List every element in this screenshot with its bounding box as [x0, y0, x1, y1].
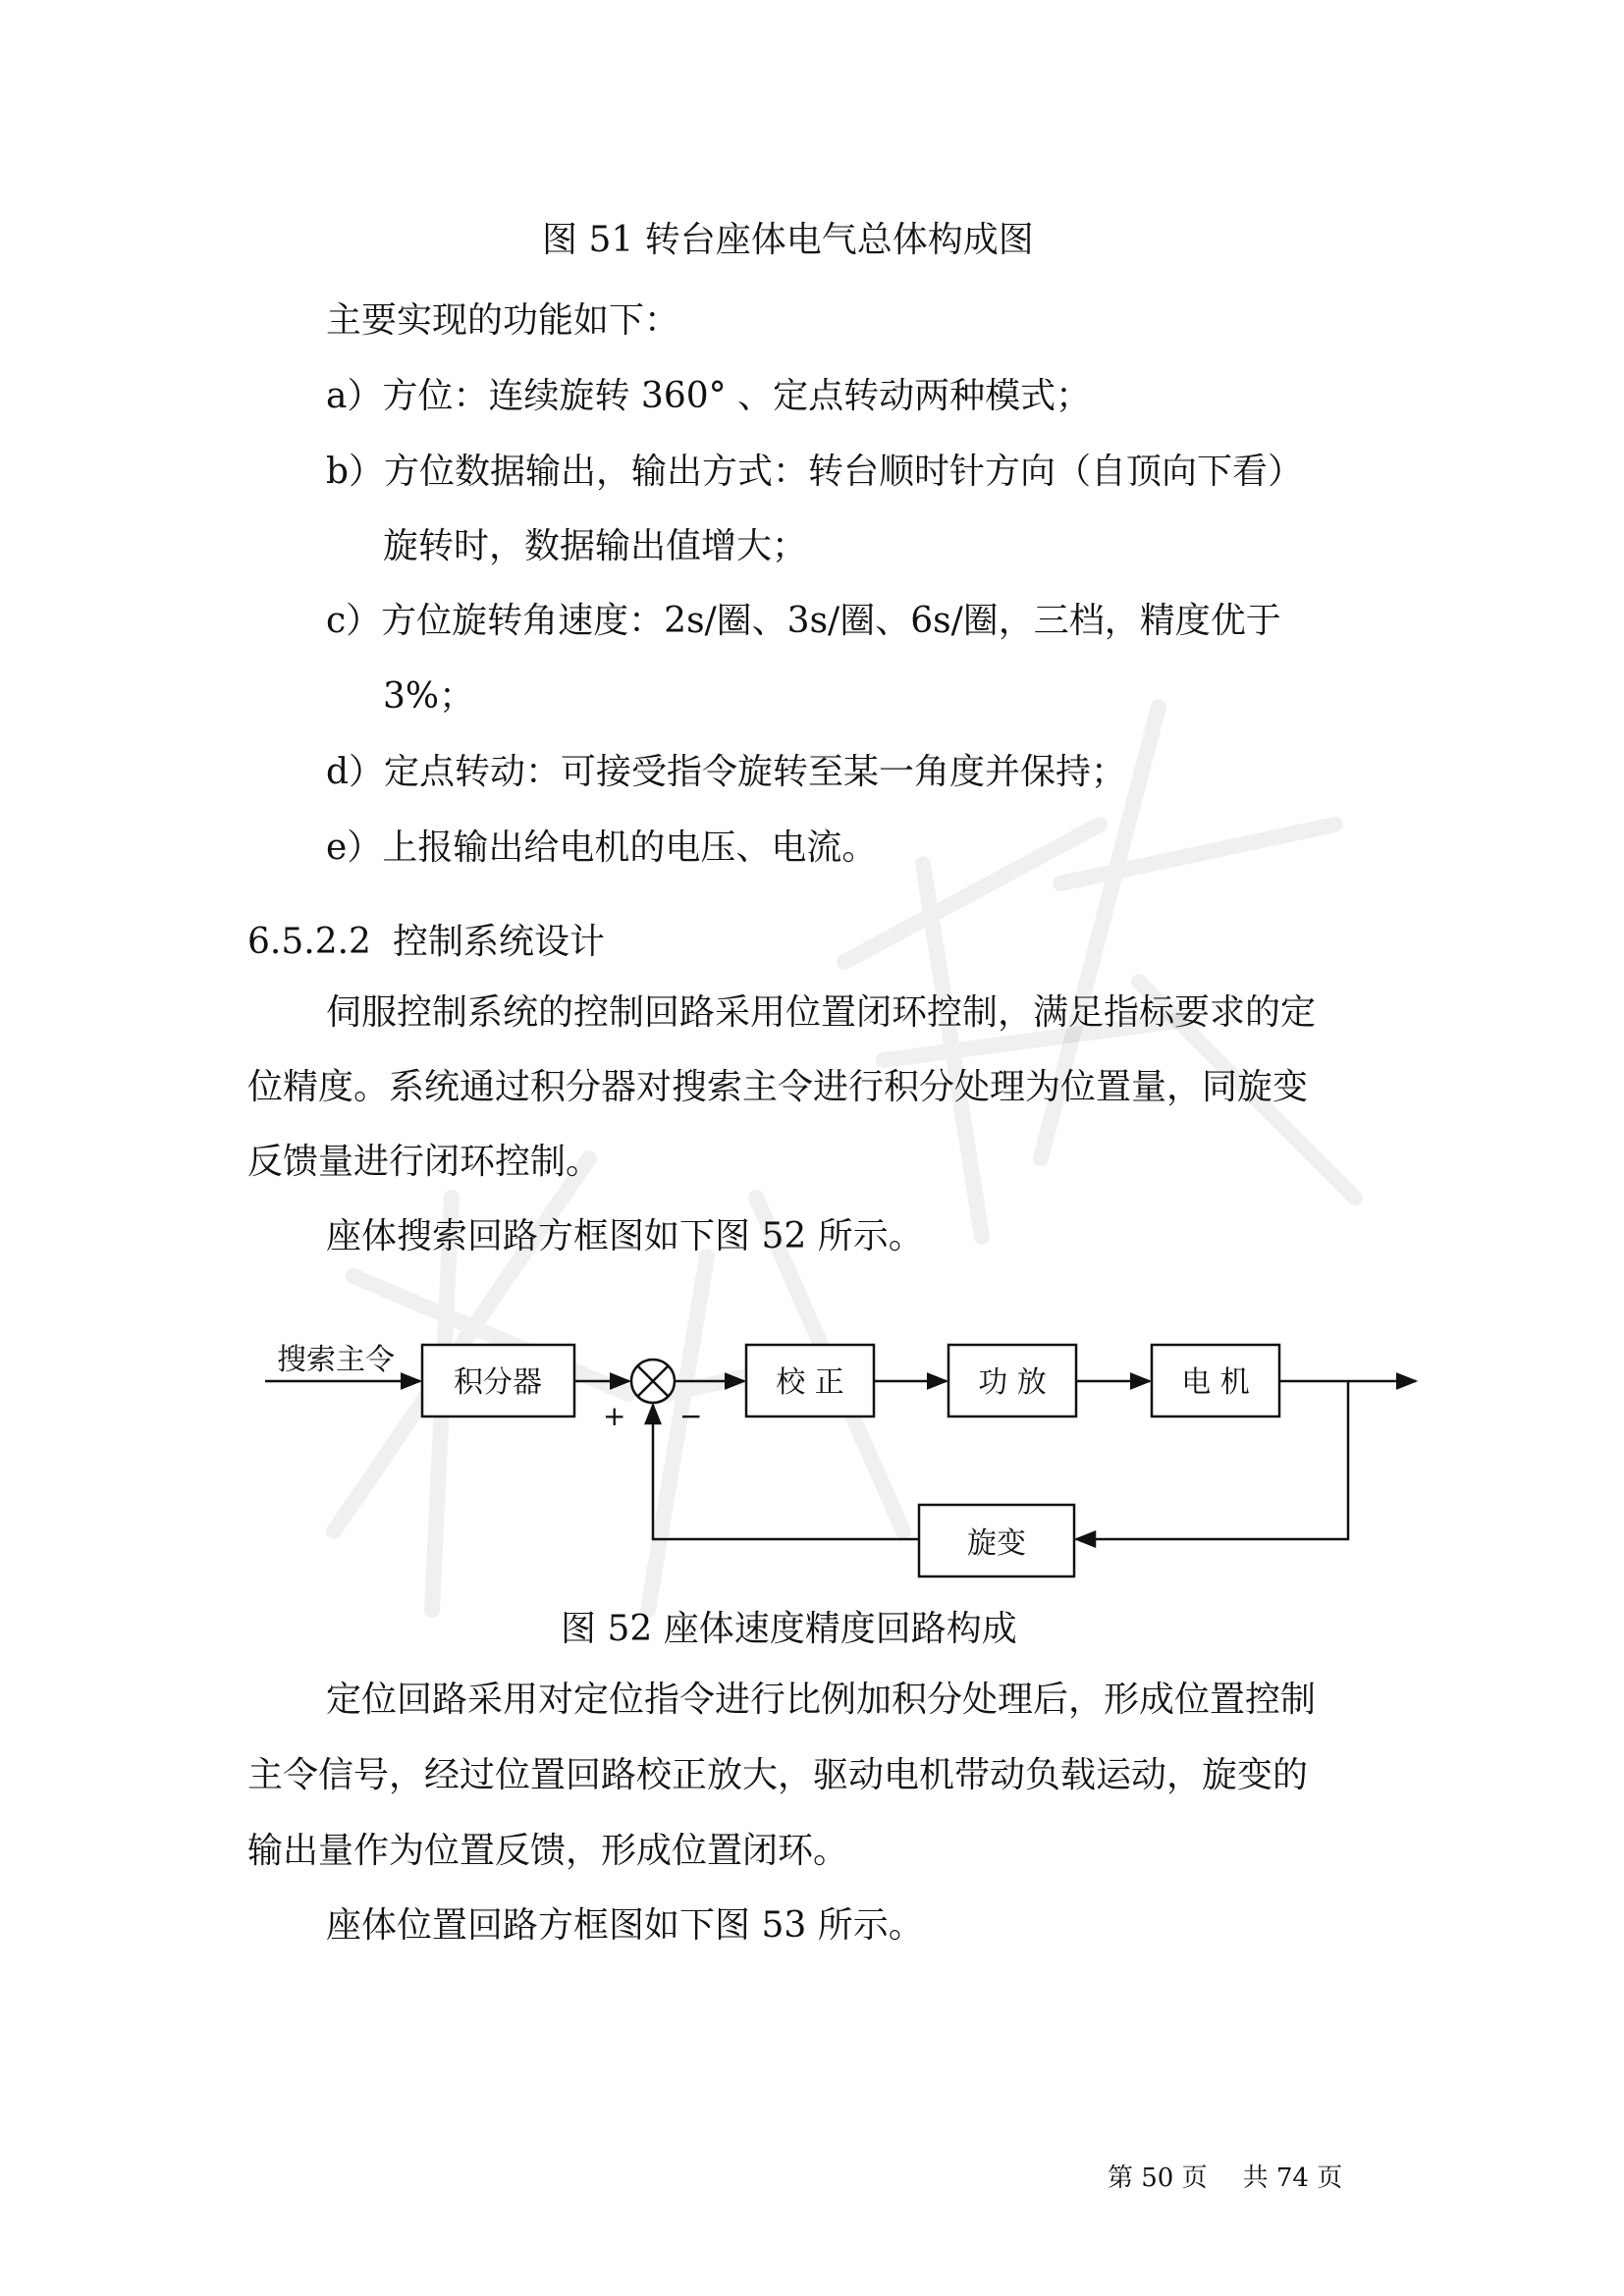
- resolver-label: 旋变: [967, 1526, 1026, 1561]
- page-total: 共 74 页: [1242, 2163, 1343, 2193]
- list-item-b: [326, 451, 1303, 494]
- list-label-d: d）: [326, 752, 385, 792]
- paragraph-1-line-3: 反馈量进行闭环控制。: [247, 1142, 602, 1182]
- paragraph-3-line-1: 定位回路采用对定位指令进行比例加积分处理后，形成位置控制: [326, 1680, 1317, 1720]
- paragraph-3-line-3: 输出量作为位置反馈，形成位置闭环。: [247, 1831, 849, 1871]
- list-label-a: a）: [326, 376, 383, 416]
- list-item-b-continued: 旋转时，数据输出值增大；: [383, 526, 808, 566]
- functions-intro: 主要实现的功能如下：: [326, 300, 680, 341]
- list-item-c: [326, 600, 1281, 643]
- list-item-c-continued: 3%；: [383, 676, 475, 717]
- list-item-e: [326, 827, 877, 870]
- paragraph-3-line-2: 主令信号，经过位置回路校正放大，驱动电机带动负载运动，旋变的: [247, 1755, 1309, 1795]
- list-label-b: b）: [326, 452, 385, 492]
- list-label-e: e）: [326, 828, 383, 868]
- figure-51-caption: 图 51 转台座体电气总体构成图: [542, 220, 1034, 260]
- section-heading: [247, 921, 605, 964]
- section-title: 控制系统设计: [392, 922, 605, 962]
- list-item-a: [326, 375, 1091, 418]
- figure-52-caption: 图 52 座体速度精度回路构成: [561, 1609, 1017, 1649]
- amplifier-label: 功 放: [978, 1365, 1047, 1400]
- minus-sign: −: [679, 1400, 703, 1432]
- input-label: 搜索主令: [277, 1343, 395, 1377]
- list-label-c: c）: [326, 601, 382, 641]
- section-number: 6.5.2.2: [247, 922, 371, 962]
- integrator-label: 积分器: [454, 1365, 542, 1400]
- list-text-d: 定点转动：可接受指令旋转至某一角度并保持；: [384, 752, 1127, 792]
- block-diagram: [265, 1315, 1424, 1600]
- list-text-a: 方位：连续旋转 360° 、定点转动两种模式；: [382, 376, 1092, 416]
- motor-label: 电 机: [1181, 1365, 1250, 1400]
- paragraph-2: 座体搜索回路方框图如下图 52 所示。: [326, 1216, 924, 1256]
- list-text-c: 方位旋转角速度：2s/圈、3s/圈、6s/圈，三档，精度优于: [381, 601, 1281, 641]
- page-number: 第 50 页: [1108, 2163, 1208, 2193]
- paragraph-1-line-2: 位精度。系统通过积分器对搜索主令进行积分处理为位置量，同旋变: [247, 1067, 1309, 1107]
- correction-label: 校 正: [776, 1365, 844, 1400]
- page-footer: [1108, 2158, 1342, 2194]
- list-text-b: 方位数据输出，输出方式：转台顺时针方向（自顶向下看）: [384, 452, 1304, 492]
- paragraph-1-line-1: 伺服控制系统的控制回路采用位置闭环控制，满足指标要求的定: [326, 992, 1317, 1033]
- plus-sign: +: [603, 1400, 626, 1432]
- paragraph-4: 座体位置回路方框图如下图 53 所示。: [326, 1905, 924, 1946]
- list-text-e: 上报输出给电机的电压、电流。: [382, 828, 878, 868]
- list-item-d: [326, 751, 1126, 794]
